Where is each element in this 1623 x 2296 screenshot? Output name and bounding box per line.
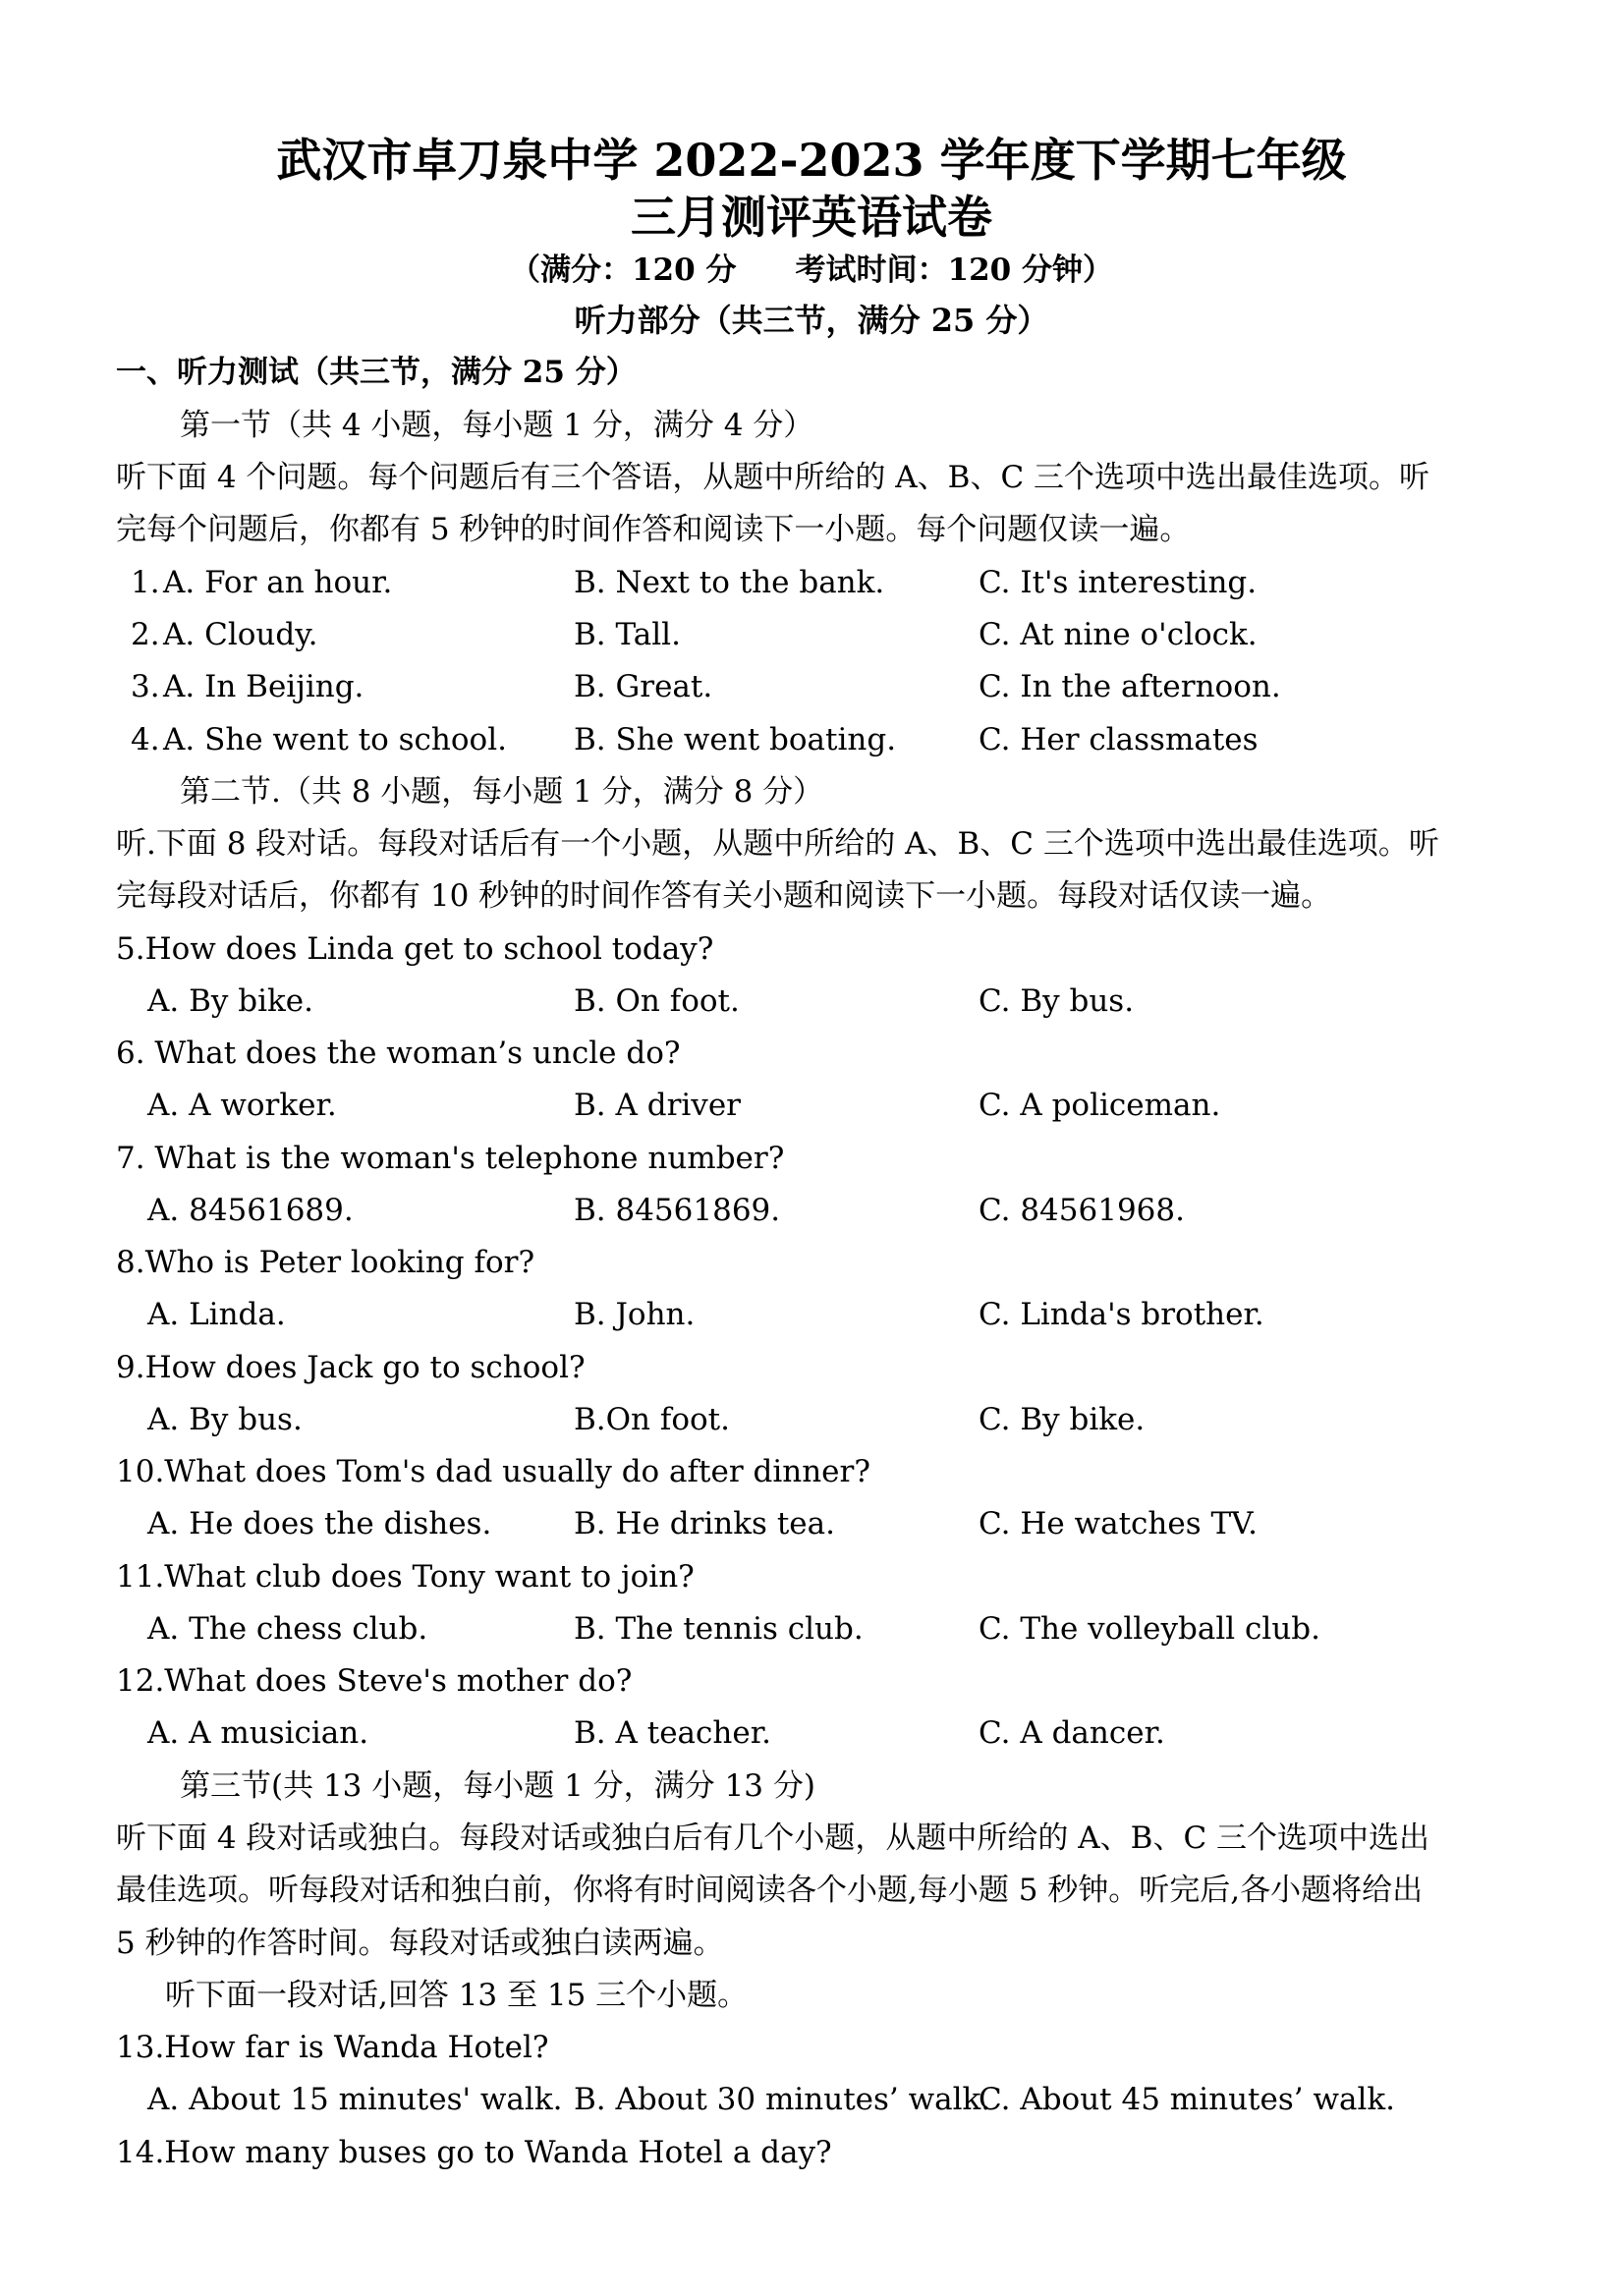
option-b: B. Great.: [574, 669, 713, 704]
option-a: A. Linda.: [147, 1297, 286, 1332]
exam-title-line2: 三月测评英语试卷: [631, 191, 992, 244]
option-c: C. Her classmates: [979, 722, 1259, 757]
option-a: A. The chess club.: [147, 1611, 428, 1647]
option-b: B. 84561869.: [574, 1193, 781, 1228]
option-c: C. It's interesting.: [979, 565, 1258, 600]
option-a: A. By bike.: [147, 983, 313, 1019]
options-row: [0, 1713, 1623, 1753]
question-text: 8.Who is Peter looking for?: [116, 1245, 535, 1280]
question-text: 9.How does Jack go to school?: [116, 1350, 586, 1385]
option-a: A. By bus.: [147, 1402, 303, 1437]
sub3-instruction-1: 听下面 4 段对话或独白。每段对话或独白后有几个小题，从题中所给的 A、B、C 三个选项中选出: [116, 1820, 1430, 1856]
question-number: 3.: [131, 669, 160, 704]
sub2-instruction-2: 完每段对话后，你都有 10 秒钟的时间作答有关小题和阅读下一小题。每段对话仅读一遍。: [116, 878, 1332, 914]
option-c: C. By bike.: [979, 1402, 1146, 1437]
options-row: [0, 1086, 1623, 1125]
question-text: 12.What does Steve's mother do?: [116, 1663, 633, 1699]
question-row: [0, 615, 1623, 654]
option-a: A. Cloudy.: [163, 617, 318, 652]
options-row: [0, 1504, 1623, 1543]
option-c: C. At nine o'clock.: [979, 617, 1258, 652]
option-a: A. For an hour.: [163, 565, 393, 600]
option-c: C. By bus.: [979, 983, 1135, 1019]
options-row: [0, 1295, 1623, 1334]
option-a: A. A worker.: [147, 1088, 337, 1123]
exam-meta: [0, 251, 1623, 290]
option-a: A. She went to school.: [163, 722, 507, 757]
option-b: B. John.: [574, 1297, 696, 1332]
sub3-instruction-3: 5 秒钟的作答时间。每段对话或独白读两遍。: [116, 1926, 724, 1961]
option-b: B. She went boating.: [574, 722, 897, 757]
question-text: 7. What is the woman's telephone number?: [116, 1141, 785, 1176]
question-row: [0, 720, 1623, 759]
option-b: B. A teacher.: [574, 1715, 771, 1751]
sub1-instruction-1: 听下面 4 个问题。每个问题后有三个答语，从题中所给的 A、B、C 三个选项中选出最佳选项。听: [116, 460, 1430, 495]
option-a: A. About 15 minutes' walk.: [147, 2082, 563, 2117]
options-row: [0, 1609, 1623, 1649]
question-row: [0, 563, 1623, 602]
option-b: B.On foot.: [574, 1402, 730, 1437]
question-number: 1.: [131, 565, 160, 600]
option-a: A. He does the dishes.: [147, 1506, 492, 1541]
option-c: C. The volleyball club.: [979, 1611, 1320, 1647]
option-c: C. Linda's brother.: [979, 1297, 1264, 1332]
options-row: [0, 2080, 1623, 2119]
question-text: 14.How many buses go to Wanda Hotel a day?: [116, 2135, 832, 2170]
question-text: 6. What does the woman’s uncle do?: [116, 1036, 681, 1071]
question-text: 11.What club does Tony want to join?: [116, 1559, 695, 1595]
sub1-title: 第一节（共 4 小题，每小题 1 分，满分 4 分）: [180, 408, 814, 443]
question-text: 10.What does Tom's dad usually do after dinner?: [116, 1454, 870, 1489]
option-b: B. He drinks tea.: [574, 1506, 835, 1541]
exam-time: 考试时间：120 分钟）: [795, 252, 1114, 288]
option-c: C. In the afternoon.: [979, 669, 1281, 704]
option-a: A. 84561689.: [147, 1193, 354, 1228]
sub3-instruction-2: 最佳选项。听每段对话和独白前，你将有时间阅读各个小题,每小题 5 秒钟。听完后,各小题将给出: [116, 1873, 1424, 1908]
question-text: 5.How does Linda get to school today?: [116, 931, 714, 967]
sub2-title: 第二节.（共 8 小题，每小题 1 分，满分 8 分）: [180, 774, 824, 810]
option-c: C. A policeman.: [979, 1088, 1221, 1123]
option-c: C. He watches TV.: [979, 1506, 1258, 1541]
option-c: C. About 45 minutes’ walk.: [979, 2082, 1396, 2117]
option-c: C. 84561968.: [979, 1193, 1185, 1228]
options-row: [0, 1400, 1623, 1439]
question-number: 4.: [131, 722, 160, 757]
question-number: 2.: [131, 617, 160, 652]
question-row: [0, 667, 1623, 706]
sub1-instruction-2: 完每个问题后，你都有 5 秒钟的时间作答和阅读下一小题。每个问题仅读一遍。: [116, 512, 1191, 547]
option-a: A. In Beijing.: [163, 669, 364, 704]
option-b: B. Tall.: [574, 617, 681, 652]
options-row: [0, 981, 1623, 1021]
option-b: B. Next to the bank.: [574, 565, 885, 600]
sub2-instruction-1: 听.下面 8 段对话。每段对话后有一个小题，从题中所给的 A、B、C 三个选项中选出最佳选项。听: [116, 826, 1439, 862]
listen-note: 听下面一段对话,回答 13 至 15 三个小题。: [165, 1978, 749, 2013]
option-c: C. A dancer.: [979, 1715, 1165, 1751]
option-b: B. On foot.: [574, 983, 740, 1019]
part-title: 听力部分（共三节，满分 25 分）: [574, 302, 1049, 339]
sub3-title: 第三节(共 13 小题，每小题 1 分，满分 13 分): [180, 1768, 815, 1804]
option-b: B. The tennis club.: [574, 1611, 864, 1647]
option-b: B. About 30 minutes’ walk.: [574, 2082, 991, 2117]
section-heading: 一、听力测试（共三节，满分 25 分）: [116, 355, 637, 390]
option-b: B. A driver: [574, 1088, 741, 1123]
question-text: 13.How far is Wanda Hotel?: [116, 2030, 549, 2065]
option-a: A. A musician.: [147, 1715, 369, 1751]
full-score: （满分：120 分: [509, 252, 737, 288]
exam-title-line1: 武汉市卓刀泉中学 2022-2023 学年度下学期七年级: [276, 134, 1347, 187]
options-row: [0, 1191, 1623, 1230]
